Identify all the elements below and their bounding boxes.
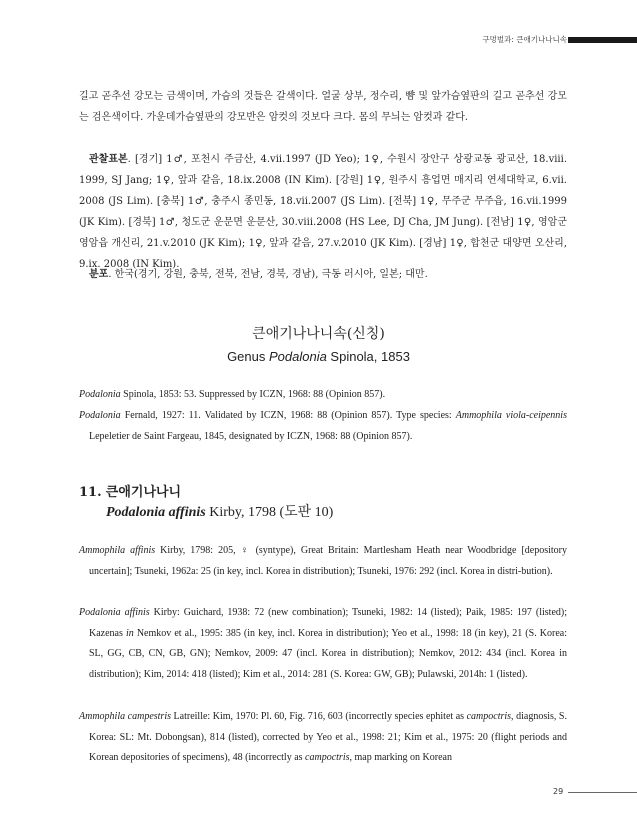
species-reference	[79, 541, 567, 582]
description-paragraph: 길고 곧추선 강모는 금색이며, 가슴의 것들은 갈색이다. 얼굴 상부, 정수리, 뺨 및 앞가슴옆판의 길고 곧추선 강모는 검은색이다. 가운데가슴옆판의 강모반은 암컷의 것보다 크다. 몸의 무늬는 암컷과 같다.	[79, 91, 567, 123]
footer-rule	[568, 792, 637, 793]
material-examined-paragraph	[79, 149, 567, 275]
ref-italic: campoctris	[466, 711, 512, 722]
ref-taxon-name: Ammophila affinis	[79, 545, 156, 556]
species-korean-name: 큰애기나나니	[105, 485, 182, 500]
ref-text: Lepeletier de Saint Fargeau, 1845, designated by ICZN, 1968: 88 (Opinion 857).	[89, 430, 413, 442]
species-reference	[79, 603, 567, 685]
ref-text: , diagnosis, S. Korea: SL: Mt. Dobongsan), 814 (listed), corrected by Yeo et al., 1998: 21; Kim et al., 1975: 20 (flight periods and Korean depositories of specimens), 48 (incorrectly as	[89, 711, 567, 763]
ref-text: Latreille: Kim, 1970: Pl. 60, Fig. 716, 603 (incorrectly species ephitet as	[171, 711, 467, 722]
ref-text: Fernald, 1927: 11. Validated by ICZN, 1968: 88 (Opinion 857). Type species:	[120, 410, 456, 421]
species-heading	[79, 483, 181, 503]
material-text: . [경기] 1♂, 포천시 주금산, 4.vii.1997 (JD Yeo); 1♀, 수원시 장안구 상광교동 광교산, 18.viii. 1999, SJ Jang; 1♀, 앞과 같음, 18.ix.2008 (IN Kim). [강원] 1♀, 원주시 흥업면 매지리 연세대학교, 6.vii. 2008 (JS Lim). [충북] 1♂, 충주시 종민동, 18.vii.2007 (JS Lim). [전북] 1♀, 무주군 무주읍, 16.vii.1999 (JK Kim). [경북] 1♂, 청도군 운문면 운문산, 30.viii.2008 (HS Lee, DJ Cha, JM Jung). [전남] 1♀, 영암군 영암읍 개신리, 21.v.2010 (JK Kim); 1♀, 앞과 같음, 27.v.2010 (JK Kim). [경남] 1♀, 합천군 대양면 오산리, 9.ix. 2008 (IN Kim).	[79, 154, 567, 270]
ref-italic: campoctris	[305, 752, 350, 763]
ref-italic: in	[125, 627, 134, 639]
genus-name: Podalonia	[268, 349, 327, 364]
ref-text: Spinola, 1853: 53. Suppressed by ICZN, 1968: 88 (Opinion 857).	[120, 389, 386, 400]
running-header	[0, 34, 637, 46]
distribution-label: 분포	[89, 269, 109, 280]
ref-text: Nemkov et al., 1995: 385 (in key, incl. Korea in distribution); Yeo et al., 1998: 18 (in key), 21 (S. Korea: SL, GG, CB, CN, GB, GN); Nemkov, 2009: 47 (incl. Korea in distribution); Nemkov, 2012: 434 (incl. Korea in distribution); Kim, 2014: 418 (listed); Kim et al., 2014: 281 (S. Korea: GW, GB); Pulawski, 2014h: 1 (listed).	[89, 627, 567, 680]
genus-author: Spinola, 1853	[326, 349, 410, 364]
page-number: 29	[553, 787, 564, 796]
distribution-text: . 한국(경기, 강원, 충북, 전북, 전남, 경북, 경남), 극동 러시아, 일본; 대만.	[108, 269, 428, 280]
material-label: 관찰표본	[89, 154, 128, 165]
species-latin-name: Podalonia affinis	[106, 505, 206, 520]
running-title: 구멍벌과: 큰애기나나니속	[482, 35, 567, 44]
ref-text: Kirby: Guichard, 1938: 72 (new combination); Tsuneki, 1982: 14 (listed); Paik, 1985: 197 (listed); Kazenas	[89, 607, 567, 639]
ref-taxon-name: Podalonia affinis	[79, 607, 150, 618]
species-author: Kirby, 1798	[205, 505, 276, 520]
species-reference	[79, 707, 567, 769]
ref-taxon-name: Podalonia	[79, 410, 121, 421]
type-species-name: Ammophila viola-ceipennis	[455, 410, 567, 421]
distribution-paragraph	[79, 264, 567, 285]
genus-korean-title: 큰애기나나니속(신칭)	[252, 326, 385, 342]
header-bar	[568, 37, 637, 43]
ref-text: Kirby, 1798: 205, ♀ (syntype), Great Britain: Martlesham Heath near Woodbridge [depository uncertain]; Tsuneki, 1962a: 25 (in key, incl. Korea in distribution); Tsuneki, 1976: 292 (incl. Korea in distri-bution).	[89, 545, 567, 577]
genus-prefix: Genus	[227, 349, 269, 364]
species-latin-heading	[106, 503, 333, 523]
ref-taxon-name: Ammophila campestris	[79, 711, 171, 722]
species-plate: (도판 10)	[275, 505, 334, 520]
ref-taxon-name: Podalonia	[79, 389, 121, 400]
ref-text: , map marking on Korean	[349, 752, 452, 763]
genus-reference	[79, 406, 567, 447]
genus-latin-title	[0, 347, 637, 367]
species-number: 11.	[79, 485, 102, 500]
genus-reference	[79, 385, 567, 406]
